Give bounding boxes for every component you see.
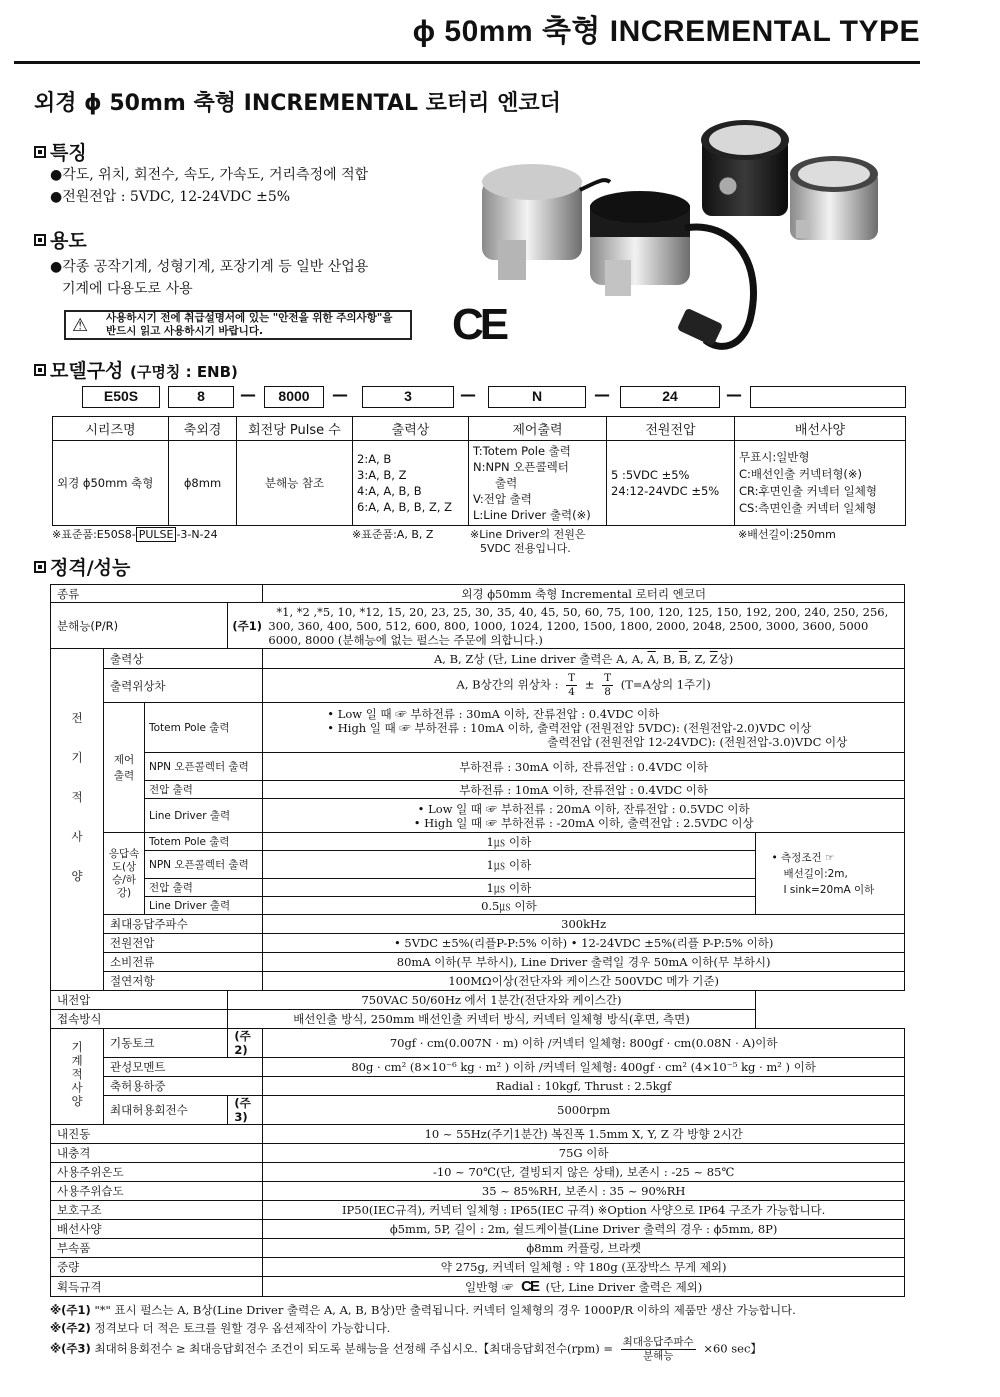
spec-value: • 5VDC ±5%(리플P-P:5% 이하) • 12-24VDC ±5%(리플 P-P:5% 이하) — [263, 934, 905, 953]
spec-sublabel: 전압 출력 — [145, 781, 263, 799]
model-table — [52, 416, 906, 526]
control-option: V:전압 출력 — [473, 492, 532, 506]
usage-line: 기계에 다용도로 사용 — [62, 281, 193, 297]
model-dash: — — [460, 385, 476, 404]
spec-note: (주2) — [228, 1029, 263, 1058]
model-header: 시리즈명 — [53, 417, 169, 441]
control-option: N:NPN 오픈콜렉터 — [473, 460, 569, 474]
spec-label: 최대허용회전수 — [104, 1096, 228, 1125]
model-pulse: 분해능 참조 — [237, 441, 353, 526]
spec-label: 전원전압 — [104, 934, 263, 953]
spec-value: 750VAC 50/60Hz 에서 1분간(전단자와 케이스간) — [228, 991, 755, 1010]
main-title: 외경 ϕ 50mm 축형 INCREMENTAL 로터리 엔코더 — [34, 91, 561, 116]
spec-value: 80g · cm² (8×10⁻⁶ kg · m² ) 이하 /커넥터 일체형: 400gf · cm² (4×10⁻⁵ kg · m² ) 이하 — [263, 1058, 905, 1077]
square-bullet-icon — [34, 364, 46, 376]
section-usage: 용도 — [34, 226, 87, 253]
usage-text — [50, 256, 368, 300]
spec-value: ϕ5mm, 5P, 길이 : 2m, 쉴드케이블(Line Driver 출력의 경우 : ϕ5mm, 8P) — [263, 1220, 905, 1239]
control-option: 출력 — [495, 476, 518, 490]
spec-value: A, B상간의 위상차 : $\frac{T}{4}$ ± $\frac{T}{8}$ (T=A상의 1주기) — [263, 669, 905, 703]
spec-group-mechanical: 기계적사양 — [51, 1029, 104, 1125]
section-spec: 정격/성능 — [34, 553, 130, 580]
page-header — [14, 8, 920, 64]
spec-label: 출력상 — [104, 649, 263, 669]
spec-label: 중량 — [51, 1258, 263, 1277]
product-photo — [480, 110, 900, 355]
wiring-option: CR:후면인출 커넥터 일체형 — [739, 484, 877, 498]
footnote-3: ※(주3) 최대허용회전수 ≥ 최대응답회전수 조건이 되도록 분해능을 선정해 주십시오.【최대응답회전수(rpm) = $\frac{\text{최대응답주파수}}{\text{분해능}}$ ×60 sec】 — [50, 1336, 762, 1362]
spec-label: 최대응답주파수 — [104, 915, 263, 934]
model-header: 축외경 — [169, 417, 237, 441]
spec-value: 5000rpm — [263, 1096, 905, 1125]
square-bullet-icon — [34, 234, 46, 246]
spec-value: A, B, Z상 (단, Line driver 출력은 A, A, $\overline{A}$, B, $\overline{B}$, Z, $\overline{Z}$상) — [263, 649, 905, 669]
model-note-linedriver: ※Line Driver의 전원은 5VDC 전용입니다. — [470, 528, 586, 555]
spec-label: 출력위상차 — [104, 669, 263, 703]
spec-value: 배선인출 방식, 250mm 배선인출 커넥터 방식, 커넥터 일체형 방식(후면, 측면) — [228, 1010, 755, 1029]
spec-value: 1㎲ 이하 — [263, 833, 755, 851]
phase-option: 6:A, A, B, B, Z, Z — [357, 500, 453, 514]
spec-label: 소비전류 — [104, 953, 263, 972]
spec-value: 70gf · cm(0.007N · m) 이하 /커넥터 일체형: 800gf · cm(0.08N · A)이하 — [263, 1029, 905, 1058]
spec-label: 내진동 — [51, 1125, 263, 1144]
section-features: 특징 — [34, 138, 87, 165]
section-model: 모델구성 (구명칭 : ENB) — [34, 356, 238, 383]
spec-label: 종류 — [51, 585, 263, 603]
voltage-option: 24:12-24VDC ±5% — [611, 484, 720, 498]
spec-label: 관성모멘트 — [104, 1058, 263, 1077]
spec-value: -10 ~ 70℃(단, 결빙되지 않은 상태), 보존시 : -25 ~ 85℃ — [263, 1163, 905, 1182]
model-phase-cell — [353, 441, 469, 526]
spec-label: 축허용하중 — [104, 1077, 263, 1096]
model-box-wiring — [750, 386, 906, 408]
feature-item: ●전원전압 : 5VDC, 12-24VDC ±5% — [50, 189, 291, 205]
warning-box — [64, 310, 412, 340]
footnote-1: ※(주1) "*" 표시 펄스는 A, B상(Line Driver 출력은 A, A, B, B상)만 출력됩니다. 커넥터 일체형의 경우 1000P/R 이하의 제품만 생산 가능합니다. — [50, 1303, 796, 1317]
model-header: 출력상 — [353, 417, 469, 441]
model-box-phase: 3 — [362, 386, 454, 408]
spec-label: 사용주위온도 — [51, 1163, 263, 1182]
spec-label: 절연저항 — [104, 972, 263, 991]
page-header-title: ϕ 50mm 축형 INCREMENTAL TYPE — [412, 15, 920, 48]
spec-label: 분해능(P/R) — [51, 603, 228, 649]
spec-value: 부하전류 : 10mA 이하, 잔류전압 : 0.4VDC 이하 — [263, 781, 905, 799]
spec-value: 35 ~ 85%RH, 보존시 : 35 ~ 90%RH — [263, 1182, 905, 1201]
model-note-standard: ※표준품:E50S8- PULSE -3-N-24 — [52, 528, 218, 541]
model-wiring-cell — [735, 441, 906, 526]
control-option: L:Line Driver 출력(※) — [473, 508, 591, 522]
model-control-cell — [469, 441, 607, 526]
spec-value: 1㎲ 이하 — [263, 879, 755, 897]
spec-sublabel: Totem Pole 출력 — [145, 833, 263, 851]
spec-label: 배선사양 — [51, 1220, 263, 1239]
model-header: 전원전압 — [607, 417, 735, 441]
model-dash: — — [726, 385, 742, 404]
square-bullet-icon — [34, 561, 46, 573]
voltage-option: 5 :5VDC ±5% — [611, 468, 690, 482]
features-list — [50, 164, 368, 208]
model-note-cable: ※배선길이:250mm — [738, 528, 836, 541]
wiring-option: CS:측면인출 커넥터 일체형 — [739, 501, 877, 515]
model-dash: — — [332, 385, 348, 404]
feature-item: ●각도, 위치, 회전수, 속도, 가속도, 거리측정에 적합 — [50, 167, 369, 183]
ce-mark-small: CE — [521, 1277, 538, 1295]
footnote-2: ※(주2) 정격보다 더 적은 토크를 원할 경우 옵션제작이 가능합니다. — [50, 1321, 391, 1335]
spec-value: • Low 일 때 ☞ 부하전류 : 30mA 이하, 잔류전압 : 0.4VDC 이하 • High 일 때 ☞ 부하전류 : 10mA 이하, 출력전압 (전원전압 5VDC): (전원전압-2.0)VDC 이상 출력전압 (전원전압 12-24VDC): (전원전압-3.0)VDC 이상 — [263, 703, 905, 753]
spec-response-group: 응답속도(상승/하강) — [104, 833, 145, 915]
warning-icon: ⚠ — [72, 314, 89, 336]
model-box-pulse: 8000 — [264, 386, 324, 408]
model-shaft: ϕ8mm — [169, 441, 237, 526]
spec-note: (주3) — [228, 1096, 263, 1125]
spec-value: 1㎲ 이하 — [263, 851, 755, 879]
spec-value: 75G 이하 — [263, 1144, 905, 1163]
square-bullet-icon — [34, 146, 46, 158]
phase-option: 4:A, A, B, B — [357, 484, 422, 498]
spec-value: 일반형 ☞ CE (단, Line Driver 출력은 제외) — [263, 1277, 905, 1297]
spec-sublabel: NPN 오픈콜렉터 출력 — [145, 851, 263, 879]
spec-table — [50, 584, 905, 1297]
spec-value: • Low 일 때 ☞ 부하전류 : 20mA 이하, 잔류전압 : 0.5VDC 이하 • High 일 때 ☞ 부하전류 : -20mA 이하, 출력전압 : 2.5VDC 이상 — [263, 799, 905, 833]
model-box-voltage: 24 — [620, 386, 720, 408]
model-header: 배선사양 — [735, 417, 906, 441]
spec-value: IP50(IEC규격), 커넥터 일체형 : IP65(IEC 규격) ※Option 사양으로 IP64 구조가 가능합니다. — [263, 1201, 905, 1220]
spec-value: 약 275g, 커넥터 일체형 : 약 180g (포장박스 무게 제외) — [263, 1258, 905, 1277]
warning-line: 사용하시기 전에 취급설명서에 있는 "안전을 위한 주의사항"을 — [106, 312, 393, 324]
model-dash: — — [240, 385, 256, 404]
spec-label: 부속품 — [51, 1239, 263, 1258]
model-voltage-cell — [607, 441, 735, 526]
spec-label: 획득규격 — [51, 1277, 263, 1297]
spec-value: 외경 ϕ50mm 축형 Incremental 로터리 엔코더 — [263, 585, 905, 603]
spec-value: 300kHz — [263, 915, 905, 934]
usage-line: ●각종 공작기계, 성형기계, 포장기계 등 일반 산업용 — [50, 259, 369, 275]
spec-group-electrical: 전기적사양 — [51, 649, 104, 991]
model-dash: — — [594, 385, 610, 404]
spec-value: 80mA 이하(무 부하시), Line Driver 출력일 경우 50mA 이하(무 부하시) — [263, 953, 905, 972]
spec-label: 보호구조 — [51, 1201, 263, 1220]
ce-mark: CE — [452, 300, 506, 349]
spec-label: 내충격 — [51, 1144, 263, 1163]
spec-value: 10 ~ 55Hz(주기1분간) 복진폭 1.5mm X, Y, Z 각 방향 2시간 — [263, 1125, 905, 1144]
spec-label: 접속방식 — [51, 1010, 228, 1029]
model-box-shaft: 8 — [168, 386, 234, 408]
spec-response-condition: • 측정조건 ☞ 배선길이:2m, I sink=20mA 이하 — [755, 833, 905, 915]
model-box-control: N — [488, 386, 586, 408]
spec-sublabel: Totem Pole 출력 — [145, 703, 263, 753]
phase-option: 3:A, B, Z — [357, 468, 407, 482]
model-header: 제어출력 — [469, 417, 607, 441]
spec-resolution: (주1) *1, *2 ,*5, 10, *12, 15, 20, 23, 25, 30, 35, 40, 45, 50, 60, 75, 100, 120, 125, 150, 192, 200, 240, 250, 256, 300, 360, 400, 500, 512, 600, 800, 1000, 1024, 1200, 1500, 1800, 2000, 2048, 2500, 3000, 3600, 5000 6000, 8000 (분해능에 없는 펄스는 주문에 의합니다.) — [228, 603, 905, 649]
model-header: 회전당 Pulse 수 — [237, 417, 353, 441]
spec-control-group: 제어출력 — [104, 703, 145, 833]
spec-value: ϕ8mm 커플링, 브라켓 — [263, 1239, 905, 1258]
spec-label: 내전압 — [51, 991, 228, 1010]
spec-value: Radial : 10kgf, Thrust : 2.5kgf — [263, 1077, 905, 1096]
phase-option: 2:A, B — [357, 452, 392, 466]
spec-value: 0.5㎲ 이하 — [263, 897, 755, 915]
spec-sublabel: NPN 오픈콜렉터 출력 — [145, 753, 263, 781]
spec-sublabel: Line Driver 출력 — [145, 897, 263, 915]
model-note-phase: ※표준품:A, B, Z — [352, 528, 434, 541]
spec-label: 사용주위습도 — [51, 1182, 263, 1201]
wiring-option: C:배선인출 커넥터형(※) — [739, 467, 863, 481]
model-box-series: E50S — [82, 386, 160, 408]
spec-sublabel: 전압 출력 — [145, 879, 263, 897]
wiring-option: 무표시:일반형 — [739, 450, 810, 464]
spec-sublabel: Line Driver 출력 — [145, 799, 263, 833]
spec-value: 100MΩ이상(전단자와 케이스간 500VDC 메가 기준) — [263, 972, 905, 991]
warning-line: 반드시 읽고 사용하시기 바랍니다. — [106, 325, 263, 337]
control-option: T:Totem Pole 출력 — [473, 444, 571, 458]
model-series: 외경 ϕ50mm 축형 — [53, 441, 169, 526]
spec-label: 기동토크 — [104, 1029, 228, 1058]
spec-value: 부하전류 : 30mA 이하, 잔류전압 : 0.4VDC 이하 — [263, 753, 905, 781]
